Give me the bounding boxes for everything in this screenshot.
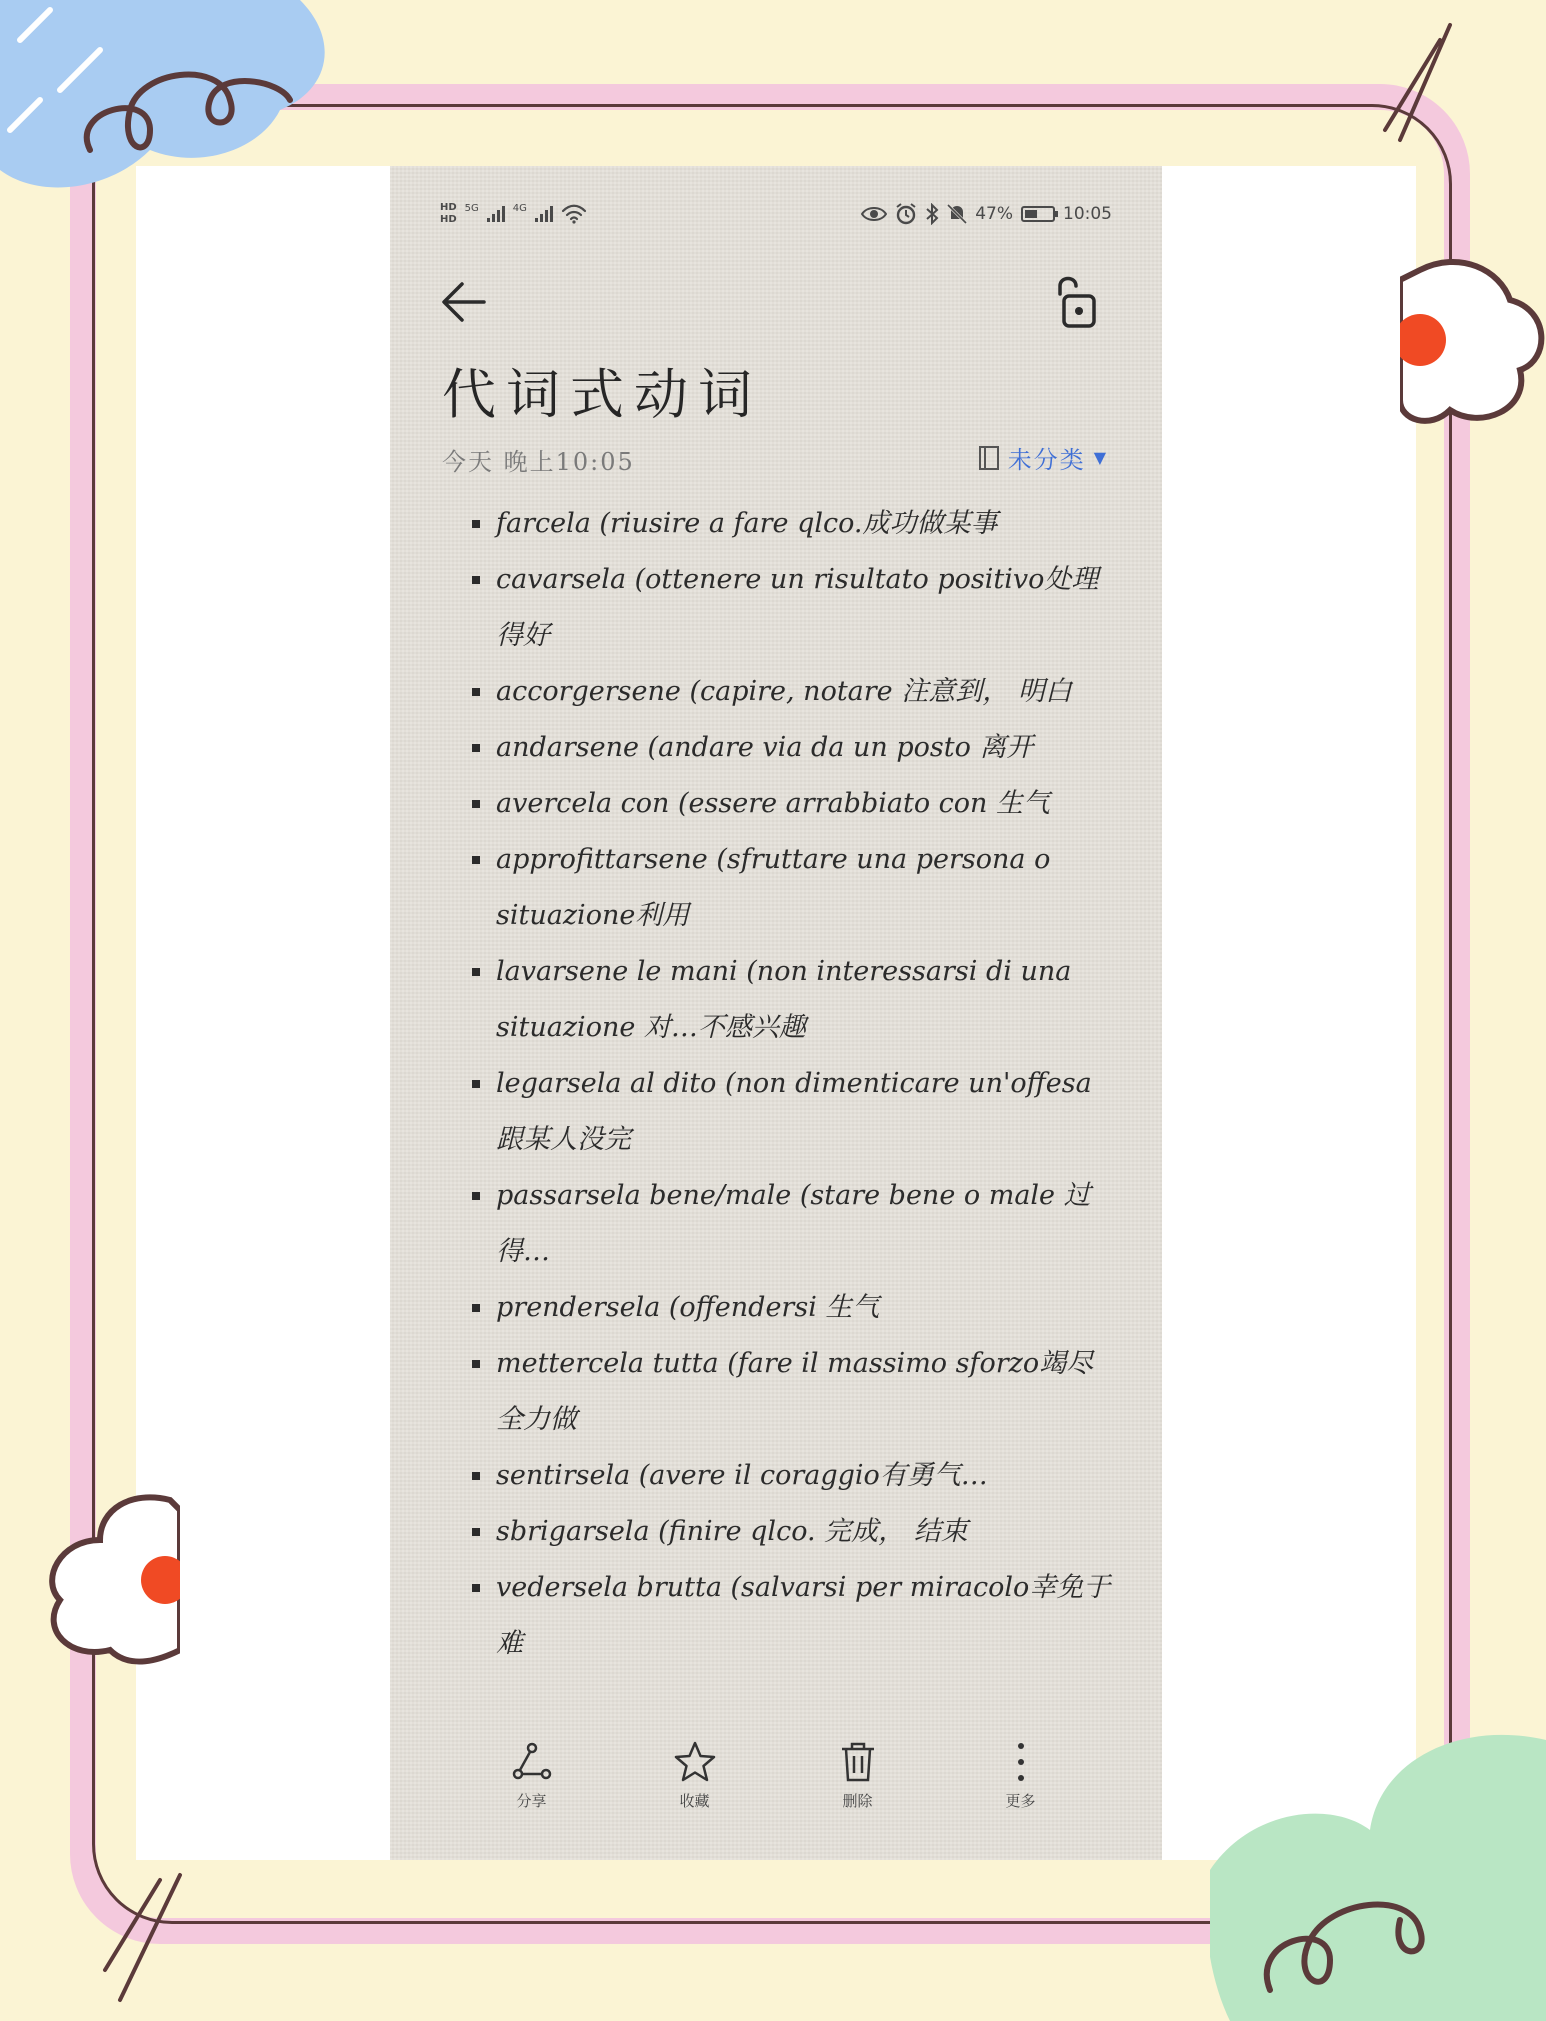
flower-doodle-left (40, 1490, 180, 1670)
phone-screenshot (390, 166, 1162, 1860)
category-label: 未分类 (1007, 446, 1086, 474)
list-item: passarsela bene/male (stare bene o male 过得… (472, 1168, 1112, 1280)
battery-percent: 47% (975, 204, 1013, 224)
caret-down-icon: ▼ (1093, 448, 1108, 467)
delete-label: 删除 (842, 1792, 873, 1810)
list-item: prendersela (offendersi 生气 (472, 1280, 1112, 1336)
eye-icon (861, 205, 887, 223)
hd-bottom-label: HD (440, 214, 457, 225)
bluetooth-icon (925, 203, 939, 225)
unlock-icon (1052, 272, 1108, 332)
battery-fill (1025, 210, 1037, 218)
signal-bars-icon (487, 206, 505, 222)
list-item: farcela (riusire a fare qlco.成功做某事 (472, 496, 1112, 552)
slash-doodle-top-right (1380, 20, 1460, 150)
list-item: andarsene (andare via da un posto 离开 (472, 720, 1112, 776)
battery-icon (1021, 206, 1055, 222)
list-item: mettercela tutta (fare il massimo sforzo竭尽全力做 (472, 1336, 1112, 1448)
back-arrow-icon (438, 274, 494, 330)
mute-bell-icon (947, 203, 967, 225)
share-button[interactable] (487, 1740, 577, 1811)
flower-doodle-right (1400, 250, 1546, 440)
more-button[interactable] (976, 1740, 1066, 1811)
list-item: sbrigarsela (finire qlco. 完成， 结束 (472, 1504, 1112, 1560)
note-title: 代词式动词 (442, 363, 762, 426)
share-icon (510, 1740, 554, 1784)
list-item: accorgersene (capire, notare 注意到， 明白 (472, 664, 1112, 720)
share-label: 分享 (516, 1792, 547, 1810)
list-item: sentirsela (avere il coraggio有勇气… (472, 1448, 1112, 1504)
trash-icon (836, 1740, 880, 1784)
more-vertical-icon (999, 1740, 1043, 1784)
delete-button[interactable] (813, 1740, 903, 1811)
list-item: cavarsela (ottenere un risultato positivo处理得好 (472, 552, 1112, 664)
list-item: legarsela al dito (non dimenticare un'offesa跟某人没完 (472, 1056, 1112, 1168)
signal-bars-icon-2 (535, 206, 553, 222)
hd-indicator (440, 202, 457, 226)
blue-cloud-doodle (0, 0, 360, 230)
favorite-label: 收藏 (679, 1792, 710, 1810)
note-date: 今天 晚上10:05 (442, 448, 635, 476)
bottom-toolbar (390, 1740, 1162, 1860)
alarm-icon (895, 203, 917, 225)
notebook-icon (978, 445, 1000, 471)
more-label: 更多 (1005, 1792, 1036, 1810)
wifi-icon (561, 204, 587, 224)
back-button[interactable] (438, 274, 494, 330)
favorite-button[interactable] (650, 1740, 740, 1811)
list-item: avercela con (essere arrabbiato con 生气 (472, 776, 1112, 832)
green-leaf-doodle (1210, 1700, 1546, 2021)
list-item: approfittarsene (sfruttare una persona o situazione利用 (472, 832, 1112, 944)
list-item: vedersela brutta (salvarsi per miracolo幸免于难 (472, 1560, 1112, 1672)
unlock-button[interactable] (1052, 272, 1108, 332)
slash-doodle-bottom-left (100, 1870, 190, 2010)
status-right (861, 203, 1112, 225)
list-item: lavarsene le mani (non interessarsi di una situazione 对…不感兴趣 (472, 944, 1112, 1056)
hd-top-label: HD (440, 202, 457, 213)
net-5g-label: 5G (464, 202, 479, 214)
star-icon (673, 1740, 717, 1784)
term-list (472, 496, 1112, 1672)
status-left (440, 202, 587, 226)
status-bar (440, 194, 1112, 234)
category-selector[interactable] (978, 440, 1108, 475)
status-time: 10:05 (1063, 204, 1112, 224)
net-4g-label: 4G (512, 202, 527, 214)
